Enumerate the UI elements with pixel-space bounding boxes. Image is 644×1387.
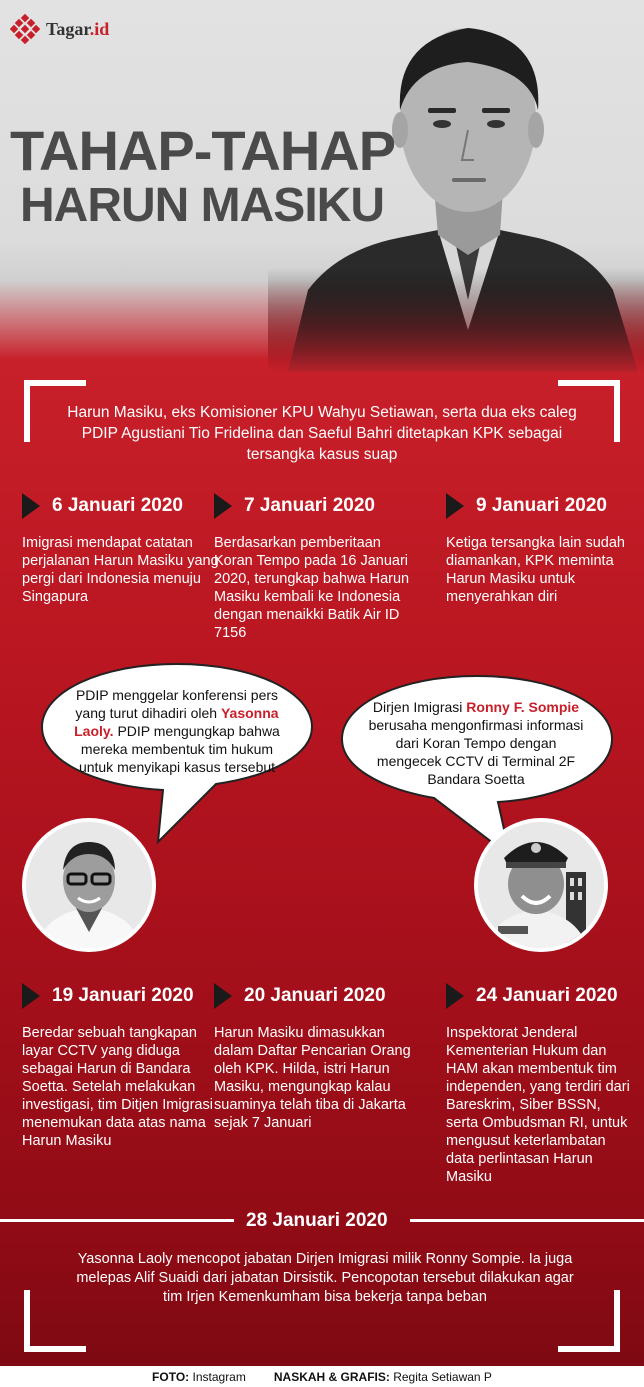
timeline-date: 7 Januari 2020 [244, 495, 375, 516]
timeline-item-9-jan [446, 492, 634, 606]
timeline-date: 6 Januari 2020 [52, 495, 183, 516]
brand-logo [10, 14, 109, 44]
timeline-date: 9 Januari 2020 [476, 495, 607, 516]
timeline-date: 24 Januari 2020 [476, 985, 618, 1006]
chevron-right-icon [214, 493, 232, 519]
page-title-line-2: HARUN MASIKU [20, 179, 384, 232]
chevron-right-icon [22, 983, 40, 1009]
timeline-item-7-jan [214, 492, 414, 642]
chevron-right-icon [446, 493, 464, 519]
timeline-text: Inspektorat Jenderal Kementerian Hukum dan HAM akan membentuk tim independen, yang terdiri dari Bareskrim, Siber BSSN, serta Ombudsman RI, untuk mengusut keterlambatan data perlintasan Harun Masiku [446, 1025, 630, 1185]
credit-foto: FOTO: Instagram [152, 1369, 246, 1384]
page-title-line-1: TAHAP-TAHAP [10, 119, 396, 182]
timeline-item-20-jan [214, 982, 414, 1132]
timeline-text: Beredar sebuah tangkapan layar CCTV yang diduga sebagai Harun di Bandara Soetta. Setelah melakukan investigasi, tim Ditjen Imigrasi menemukan data atas nama Harun Masiku [22, 1025, 213, 1149]
timeline-item-19-jan [22, 982, 222, 1150]
divider-left [0, 1219, 234, 1222]
person-icon [26, 822, 152, 948]
photo-yasonna-laoly [22, 818, 156, 952]
timeline-item-24-jan [446, 982, 634, 1186]
intro-text: Harun Masiku, eks Komisioner KPU Wahyu Setiawan, serta dua eks caleg PDIP Agustiani Tio Fridelina dan Saeful Bahri ditetapkan KPK sebagai tersangka kasus suap [67, 404, 577, 463]
bubble-right-text: Dirjen Imigrasi Ronny F. Sompie berusaha mengonfirmasi informasi dari Koran Tempo dengan mengecek CCTV di Terminal 2F Bandara Soetta [368, 699, 584, 787]
timeline-item-6-jan [22, 492, 222, 606]
final-date: 28 Januari 2020 [246, 1210, 388, 1231]
credits-footer [0, 1366, 644, 1387]
timeline-text: Berdasarkan pemberitaan Koran Tempo pada 16 Januari 2020, terungkap bahwa Harun Masiku kembali ke Indonesia dengan menaikki Batik Air ID 7156 [214, 535, 410, 641]
timeline-text: Imigrasi mendapat catatan perjalanan Harun Masiku yang pergi dari Indonesia menuju Singapura [22, 535, 219, 605]
final-text: Yasonna Laoly mencopot jabatan Dirjen Imigrasi milik Ronny Sompie. Ia juga melepas Alif Suaidi dari jabatan Dirsistik. Pencopotan tersebut dilakukan agar tim Irjen Kemenkumham bisa bekerja tanpa beban [76, 1251, 574, 1305]
chevron-right-icon [446, 983, 464, 1009]
divider-right [410, 1219, 644, 1222]
logo-mark-icon [10, 14, 40, 44]
photo-ronny-sompie [474, 818, 608, 952]
brand-name: Tagar.id [46, 18, 110, 39]
timeline-date: 20 Januari 2020 [244, 985, 386, 1006]
chevron-right-icon [214, 983, 232, 1009]
credit-naskah: NASKAH & GRAFIS: Regita Setiawan P [273, 1369, 492, 1384]
chevron-right-icon [22, 493, 40, 519]
bubble-left-text: PDIP menggelar konferensi pers yang turut dihadiri oleh Yasonna Laoly. PDIP mengungkap bahwa mereka membentuk tim hukum untuk menyikapi kasus tersebut [74, 687, 280, 775]
timeline-text: Ketiga tersangka lain sudah diamankan, KPK meminta Harun Masiku untuk menyerahkan diri [446, 535, 625, 605]
timeline-text: Harun Masiku dimasukkan dalam Daftar Pencarian Orang oleh KPK. Hilda, istri Harun Masiku, mengungkap kalau suaminya telah tiba di Jakarta sejak 7 Januari [214, 1025, 411, 1131]
person-icon [478, 822, 604, 948]
timeline-date: 19 Januari 2020 [52, 985, 194, 1006]
